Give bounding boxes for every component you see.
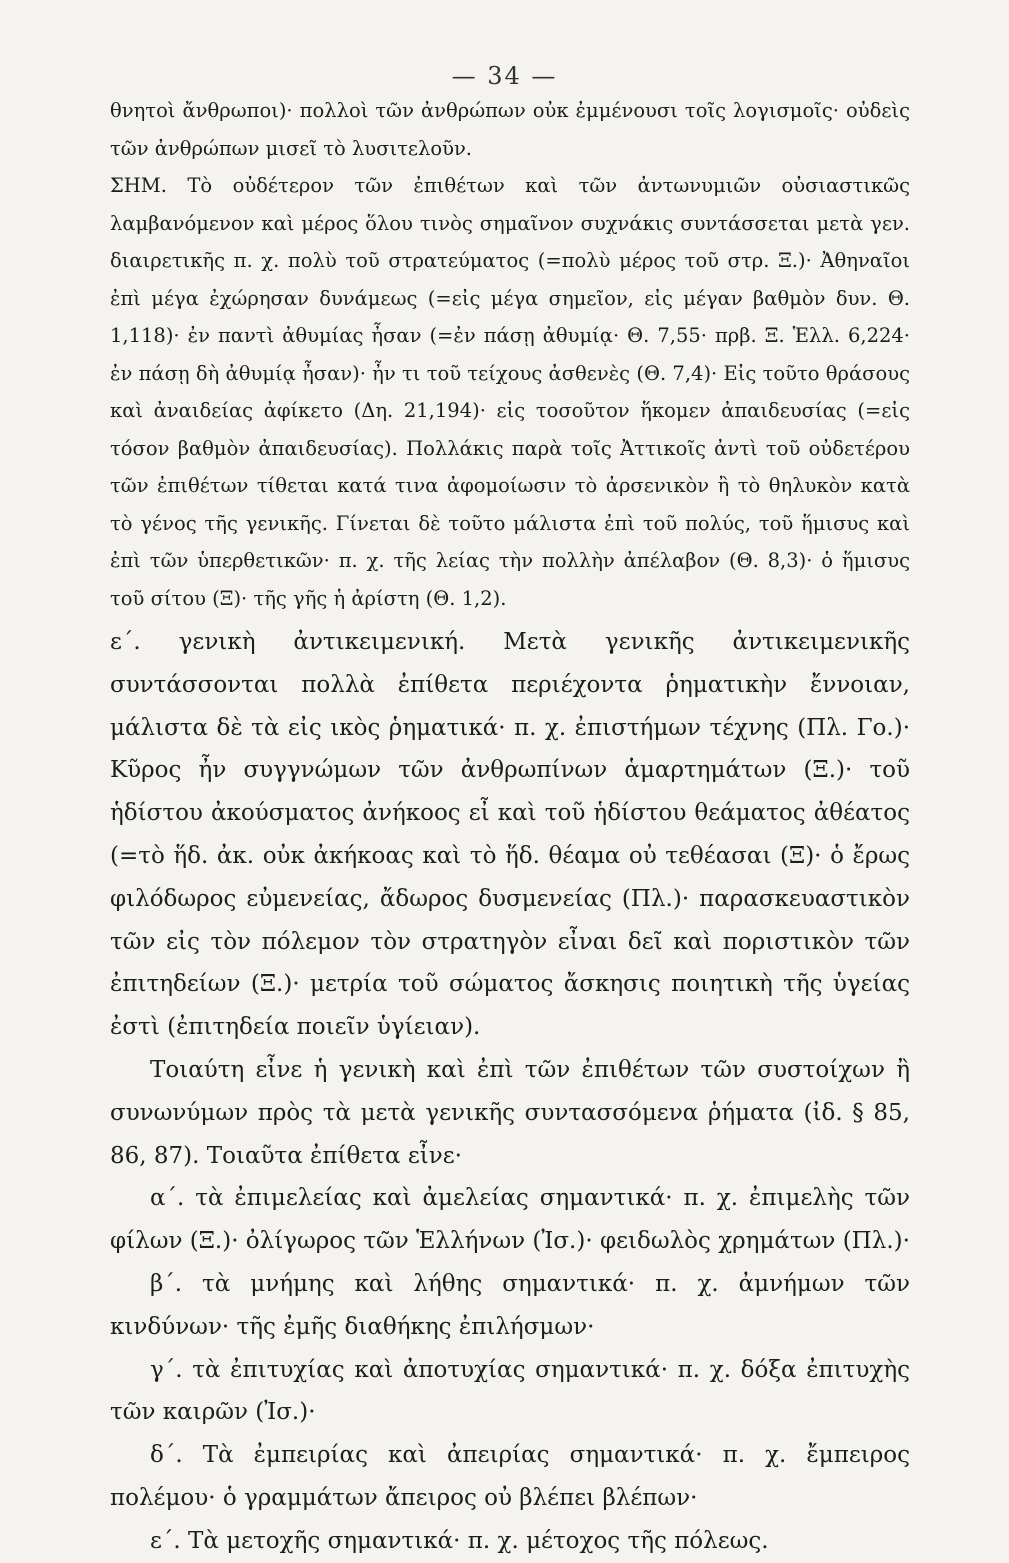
note-paragraph: ΣΗΜ. Τὸ οὐδέτερον τῶν ἐπιθέτων καὶ τῶν ἀντωνυμιῶν οὐσιαστικῶς λαμβανόμενον καὶ μέρος ὅλου τινὸς σημαῖνον συχνάκις συντάσσεται μετὰ γεν. διαιρετικῆς π. χ. πολὺ τοῦ στρατεύματος (=πολὺ μέρος τοῦ στρ. Ξ.)· Ἀθηναῖοι ἐπὶ μέγα ἐχώρησαν δυνάμεως (=εἰς μέγα σημεῖον, εἰς μέγαν βαθμὸν δυν. Θ. 1,118)· ἐν παντὶ ἀθυμίας ἦσαν (=ἐν πάσῃ ἀθυμίᾳ· Θ. 7,55· πρβ. Ξ. Ἑλλ. 6,224· ἐν πάσῃ δὴ ἀθυμίᾳ ἦσαν)· ἦν τι τοῦ τείχους ἀσθενὲς (Θ. 7,4)· Εἰς τοῦτο θράσους καὶ ἀναιδείας ἀφίκετο (Δη. 21,194)· εἰς τοσοῦτον ἥκομεν ἀπαιδευσίας (=εἰς τόσον βαθμὸν ἀπαιδευσίας). Πολλάκις παρὰ τοῖς Ἀττικοῖς ἀντὶ τοῦ οὐδετέρου τῶν ἐπιθέτων τίθεται κατά τινα ἀφομοίωσιν τὸ ἀρσενικὸν ἢ τὸ θηλυκὸν κατὰ τὸ γένος τῆς γενικῆς. Γίνεται δὲ τοῦτο μάλιστα ἐπὶ τοῦ πολύς, τοῦ ἥμισυς καὶ ἐπὶ τῶν ὑπερθετικῶν· π. χ. τῆς λείας τὴν πολλὴν ἀπέλαβον (Θ. 8,3)· ὁ ἥμισυς τοῦ σίτου (Ξ)· τῆς γῆς ἡ ἀρίστη (Θ. 1,2). — [110, 174, 910, 610]
page-number: — 34 — — [451, 62, 558, 90]
paragraph: Τοιαύτη εἶνε ἡ γενικὴ καὶ ἐπὶ τῶν ἐπιθέτων τῶν συστοίχων ἢ συνωνύμων πρὸς τὰ μετὰ γενικῆς συντασσόμενα ῥήματα (ἰδ. § 85, 86, 87). Τοιαῦτα ἐπίθετα εἶνε· — [110, 1056, 910, 1169]
section-paragraph: ε΄. γενικὴ ἀντικειμενική. Μετὰ γενικῆς ἀντικειμενικῆς συντάσσονται πολλὰ ἐπίθετα περιέχοντα ῥηματικὴν ἔννοιαν, μάλιστα δὲ τὰ εἰς ικὸς ῥηματικά· π. χ. ἐπιστήμων τέχνης (Πλ. Γο.)· Κῦρος ἦν συγγνώμων τῶν ἀνθρωπίνων ἁμαρτημάτων (Ξ.)· τοῦ ἡδίστου ἀκούσματος ἀνήκοος εἶ καὶ τοῦ ἡδίστου θεάματος ἀθέατος (=τὸ ἥδ. ἀκ. οὐκ ἀκήκοας καὶ τὸ ἥδ. θέαμα οὐ τεθέασαι (Ξ)· ὁ ἔρως φιλόδωρος εὐμενείας, ἄδωρος δυσμενείας (Πλ.)· παρασκευαστικὸν τῶν εἰς τὸν πόλεμον τὸν στρατηγὸν εἶναι δεῖ καὶ ποριστικὸν τῶν ἐπιτηδείων (Ξ.)· μετρία τοῦ σώματος ἄσκησις ποιητικὴ τῆς ὑγείας ἐστὶ (ἐπιτηδεία ποιεῖν ὑγίειαν). — [110, 629, 910, 1041]
page-text — [110, 92, 910, 1563]
list-item: ε΄. Τὰ μετοχῆς σημαντικά· π. χ. μέτοχος τῆς πόλεως. — [150, 1527, 769, 1554]
list-item: β΄. τὰ μνήμης καὶ λήθης σημαντικά· π. χ. ἀμνήμων τῶν κινδύνων· τῆς ἐμῆς διαθήκης ἐπιλήσμων· — [110, 1270, 910, 1340]
paragraph: θνητοὶ ἄνθρωποι)· πολλοὶ τῶν ἀνθρώπων οὐκ ἐμμένουσι τοῖς λογισμοῖς· οὐδεὶς τῶν ἀνθρώπων μισεῖ τὸ λυσιτελοῦν. — [110, 99, 910, 160]
list-item: δ΄. Τὰ ἐμπειρίας καὶ ἀπειρίας σημαντικά· π. χ. ἔμπειρος πολέμου· ὁ γραμμάτων ἄπειρος οὐ βλέπει βλέπων· — [110, 1442, 910, 1511]
list-item: γ΄. τὰ ἐπιτυχίας καὶ ἀποτυχίας σημαντικά· π. χ. δόξα ἐπιτυχὴς τῶν καιρῶν (Ἰσ.)· — [110, 1356, 910, 1426]
list-item: α΄. τὰ ἐπιμελείας καὶ ἀμελείας σημαντικά· π. χ. ἐπιμελὴς τῶν φίλων (Ξ.)· ὀλίγωρος τῶν Ἑλλήνων (Ἰσ.)· φειδωλὸς χρημάτων (Πλ.)· — [110, 1185, 910, 1255]
